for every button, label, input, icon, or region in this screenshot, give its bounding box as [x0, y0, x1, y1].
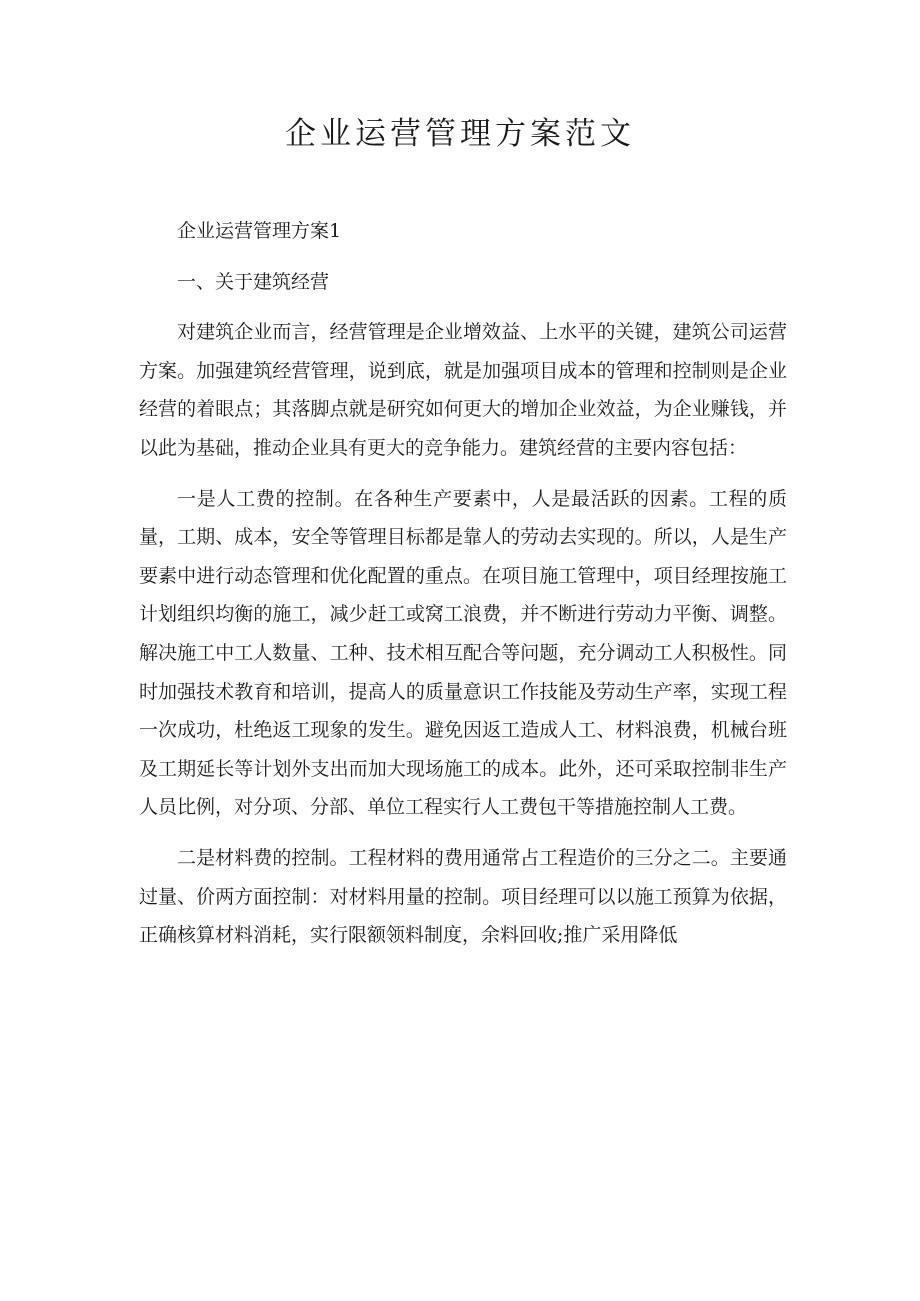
subsection-heading: 一、关于建筑经营 — [177, 270, 330, 293]
paragraph-intro: 对建筑企业而言，经营管理是企业增效益、上水平的关键，建筑公司运营方案。加强建筑经营管理，说到底，就是加强项目成本的管理和控制则是企业经营的着眼点；其落脚点就是研究如何更大的增加企业效益，为企业赚钱，并以此为基础，推动企业具有更大的竞争能力。建筑经营的主要内容包括： — [139, 321, 787, 459]
paragraph-material-cost: 二是材料费的控制。工程材料的费用通常占工程造价的三分之二。主要通过量、价两方面控制：对材料用量的控制。项目经理可以以施工预算为依据，正确核算材料消耗，实行限额领料制度，余料回收;推广采用降低 — [139, 846, 787, 947]
section-heading: 企业运营管理方案1 — [177, 220, 342, 242]
document-body — [139, 212, 787, 967]
document-title: 企业运营管理方案范文 — [285, 116, 635, 152]
paragraph-labor-cost: 一是人工费的控制。在各种生产要素中，人是最活跃的因素。工程的质量，工期、成本，安全等管理目标都是靠人的劳动去实现的。所以，人是生产要素中进行动态管理和优化配置的重点。在项目施工管理中，项目经理按施工计划组织均衡的施工，减少赶工或窝工浪费，并不断进行劳动力平衡、调整。解决施工中工人数量、工种、技术相互配合等问题，充分调动工人积极性。同时加强技术教育和培训，提高人的质量意识工作技能及劳动生产率，实现工程一次成功，杜绝返工现象的发生。避免因返工造成人工、材料浪费，机械台班及工期延长等计划外支出而加大现场施工的成本。此外，还可采取控制非生产人员比例，对分项、分部、单位工程实行人工费包干等措施控制人工费。 — [139, 487, 787, 819]
